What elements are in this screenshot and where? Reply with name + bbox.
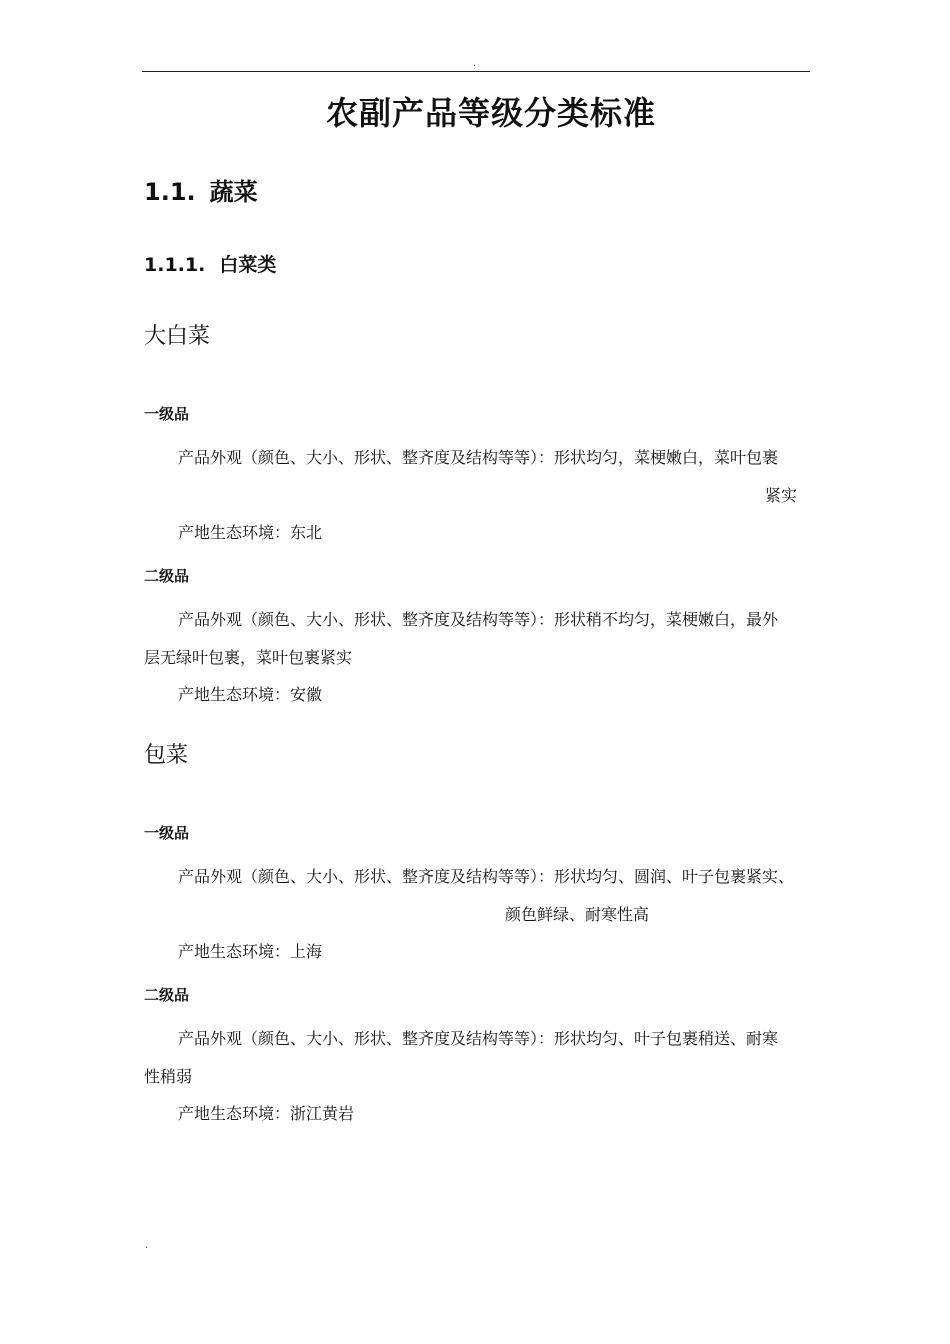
grade-label: 一级品 [144,405,190,423]
appearance-text-cont: 性稍弱 [144,1067,193,1086]
origin-text: 产地生态环境：浙江黄岩 [178,1104,355,1123]
appearance-text: 产品外观（颜色、大小、形状、整齐度及结构等等）：形状均匀，菜梗嫩白，菜叶包裹 [178,448,779,467]
origin-text: 产地生态环境：上海 [178,942,323,961]
grade-label: 二级品 [144,986,190,1004]
appearance-text-cont: 紧实 [765,486,798,505]
subsection-heading [144,250,276,277]
appearance-text: 产品外观（颜色、大小、形状、整齐度及结构等等）：形状均匀、叶子包裹稍送、耐寒 [178,1029,779,1048]
subsection-title: 白菜类 [219,254,277,276]
header-mark: . [473,58,477,69]
section-heading [144,172,258,207]
origin-text: 产地生态环境：安徽 [178,685,323,704]
product-heading: 大白菜 [144,324,211,349]
product-heading: 包菜 [144,743,189,768]
header-rule [142,71,810,72]
section-number: 1.1. [144,178,196,206]
origin-text: 产地生态环境：东北 [178,523,323,542]
grade-label: 一级品 [144,824,190,842]
appearance-text: 产品外观（颜色、大小、形状、整齐度及结构等等）：形状稍不均匀，菜梗嫩白，最外 [178,610,779,629]
page-title: 农副产品等级分类标准 [325,94,656,132]
footer-mark: . [145,1240,149,1251]
subsection-number: 1.1.1. [144,254,206,276]
appearance-text-cont: 颜色鲜绿、耐寒性高 [505,905,650,924]
appearance-text-cont: 层无绿叶包裹，菜叶包裹紧实 [144,648,353,667]
appearance-text: 产品外观（颜色、大小、形状、整齐度及结构等等）：形状均匀、圆润、叶子包裹紧实、 [178,867,795,886]
section-title: 蔬菜 [209,178,258,206]
grade-label: 二级品 [144,567,190,585]
